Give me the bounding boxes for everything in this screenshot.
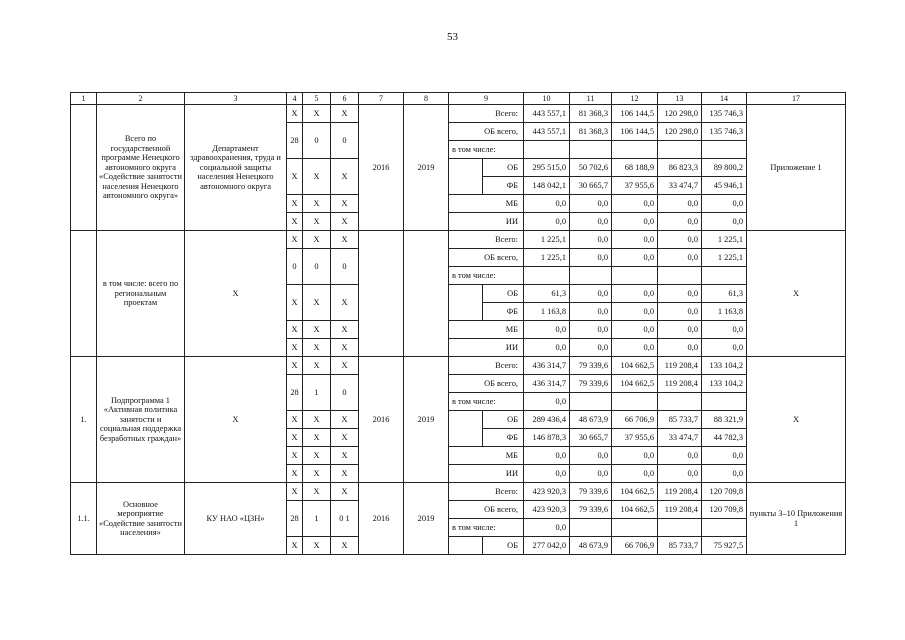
value-13: 119 208,4 [658, 501, 702, 519]
value-12: 106 144,5 [612, 105, 658, 123]
value-10 [524, 141, 570, 159]
source-label: МБ [449, 321, 524, 339]
end-year: 2019 [404, 357, 449, 483]
value-13: 0,0 [658, 231, 702, 249]
col-header-5: 5 [303, 93, 331, 105]
code-col-6: Х [331, 213, 359, 231]
value-12: 37 955,6 [612, 429, 658, 447]
value-13: 120 298,0 [658, 105, 702, 123]
value-10: 295 515,0 [524, 159, 570, 177]
code-col-6: 0 1 [331, 501, 359, 537]
value-14 [702, 519, 747, 537]
value-14: 44 782,3 [702, 429, 747, 447]
code-col-6: Х [331, 429, 359, 447]
code-col-4: Х [287, 195, 303, 213]
note: Приложение 1 [747, 105, 846, 231]
value-14: 1 225,1 [702, 231, 747, 249]
value-14: 135 746,3 [702, 105, 747, 123]
value-13: 119 208,4 [658, 483, 702, 501]
code-col-5: Х [303, 537, 331, 555]
value-10: 0,0 [524, 447, 570, 465]
value-12: 0,0 [612, 447, 658, 465]
value-14 [702, 267, 747, 285]
executor: Х [185, 357, 287, 483]
source-label: в том числе: [449, 393, 524, 411]
end-year [404, 231, 449, 357]
source-label: ИИ [449, 213, 524, 231]
value-10: 0,0 [524, 213, 570, 231]
value-11: 79 339,6 [570, 375, 612, 393]
executor: КУ НАО «ЦЗН» [185, 483, 287, 555]
value-11: 48 673,9 [570, 537, 612, 555]
note: Х [747, 357, 846, 483]
source-label: ИИ [449, 339, 524, 357]
value-12: 37 955,6 [612, 177, 658, 195]
code-col-5: Х [303, 213, 331, 231]
code-col-4: 28 [287, 375, 303, 411]
value-14: 89 800,2 [702, 159, 747, 177]
value-12: 0,0 [612, 465, 658, 483]
value-14: 0,0 [702, 447, 747, 465]
start-year: 2016 [359, 105, 404, 231]
value-13 [658, 141, 702, 159]
value-10: 0,0 [524, 465, 570, 483]
value-11: 0,0 [570, 321, 612, 339]
value-14: 0,0 [702, 213, 747, 231]
source-label: ФБ [483, 303, 524, 321]
code-col-5: Х [303, 483, 331, 501]
note: пункты 3–10 Приложения 1 [747, 483, 846, 555]
page-number: 53 [447, 31, 458, 43]
col-header-8: 8 [404, 93, 449, 105]
value-12: 104 662,5 [612, 501, 658, 519]
value-13: 85 733,7 [658, 411, 702, 429]
source-label: МБ [449, 195, 524, 213]
col-header-13: 13 [658, 93, 702, 105]
value-14: 0,0 [702, 321, 747, 339]
table-row [71, 483, 846, 501]
source-label: ОБ [483, 411, 524, 429]
value-13: 0,0 [658, 465, 702, 483]
source-label: ОБ [483, 537, 524, 555]
value-11 [570, 519, 612, 537]
code-col-4: Х [287, 429, 303, 447]
value-10: 423 920,3 [524, 501, 570, 519]
value-11: 50 702,6 [570, 159, 612, 177]
value-14: 135 746,3 [702, 123, 747, 141]
source-label: ОБ всего, [449, 375, 524, 393]
col-header-14: 14 [702, 93, 747, 105]
value-10: 1 225,1 [524, 231, 570, 249]
code-col-4: Х [287, 321, 303, 339]
value-13: 120 298,0 [658, 123, 702, 141]
indent-cell [449, 411, 483, 447]
value-12: 0,0 [612, 195, 658, 213]
row-code: 1.1. [71, 483, 97, 555]
value-13: 33 474,7 [658, 429, 702, 447]
source-label: ОБ всего, [449, 501, 524, 519]
col-header-3: 3 [185, 93, 287, 105]
value-12: 68 188,9 [612, 159, 658, 177]
value-11: 30 665,7 [570, 177, 612, 195]
program-name: Подпрограмма 1 «Активная политика занятости и социальная поддержка безработных граждан» [97, 357, 185, 483]
value-12: 0,0 [612, 339, 658, 357]
source-label: ОБ [483, 285, 524, 303]
source-label: Всего: [449, 483, 524, 501]
value-12: 0,0 [612, 303, 658, 321]
code-col-4: 28 [287, 501, 303, 537]
value-11: 30 665,7 [570, 429, 612, 447]
code-col-5: Х [303, 429, 331, 447]
value-10: 1 225,1 [524, 249, 570, 267]
table-row [71, 231, 846, 249]
value-12 [612, 141, 658, 159]
value-10: 0,0 [524, 321, 570, 339]
source-label: ФБ [483, 177, 524, 195]
code-col-4: Х [287, 411, 303, 429]
value-13: 0,0 [658, 321, 702, 339]
value-10: 289 436,4 [524, 411, 570, 429]
start-year: 2016 [359, 483, 404, 555]
table-row [71, 105, 846, 123]
row-code [71, 231, 97, 357]
code-col-6: Х [331, 285, 359, 321]
code-col-6: Х [331, 159, 359, 195]
value-12: 0,0 [612, 321, 658, 339]
table-row [71, 357, 846, 375]
value-10: 0,0 [524, 519, 570, 537]
value-13: 0,0 [658, 285, 702, 303]
value-12 [612, 519, 658, 537]
value-12 [612, 267, 658, 285]
code-col-4: Х [287, 159, 303, 195]
value-11: 0,0 [570, 465, 612, 483]
code-col-5: 0 [303, 249, 331, 285]
value-11: 79 339,6 [570, 483, 612, 501]
header-row [71, 93, 846, 105]
value-12: 106 144,5 [612, 123, 658, 141]
code-col-6: 0 [331, 123, 359, 159]
code-col-5: Х [303, 447, 331, 465]
end-year: 2019 [404, 105, 449, 231]
source-label: Всего: [449, 357, 524, 375]
indent-cell [449, 285, 483, 321]
value-12: 104 662,5 [612, 375, 658, 393]
value-11: 0,0 [570, 285, 612, 303]
source-label: в том числе: [449, 519, 524, 537]
source-label: Всего: [449, 231, 524, 249]
value-10: 146 878,3 [524, 429, 570, 447]
executor: Х [185, 231, 287, 357]
value-11 [570, 141, 612, 159]
code-col-4: Х [287, 537, 303, 555]
value-12: 104 662,5 [612, 483, 658, 501]
code-col-6: Х [331, 447, 359, 465]
value-12: 0,0 [612, 213, 658, 231]
value-11: 0,0 [570, 303, 612, 321]
code-col-5: Х [303, 411, 331, 429]
code-col-5: Х [303, 195, 331, 213]
program-name: Всего по государственной программе Ненецкого автономного округа «Содействие занятости населения Ненецкого автономного округа» [97, 105, 185, 231]
value-11: 0,0 [570, 195, 612, 213]
value-11: 79 339,6 [570, 357, 612, 375]
source-label: в том числе: [449, 141, 524, 159]
program-name: Основное мероприятие «Содействие занятости населения» [97, 483, 185, 555]
value-13: 0,0 [658, 213, 702, 231]
source-label: ФБ [483, 429, 524, 447]
value-11 [570, 267, 612, 285]
budget-table [70, 92, 846, 555]
value-10: 0,0 [524, 339, 570, 357]
value-10: 0,0 [524, 393, 570, 411]
code-col-6: Х [331, 321, 359, 339]
value-13: 0,0 [658, 303, 702, 321]
value-10: 148 042,1 [524, 177, 570, 195]
value-14: 0,0 [702, 195, 747, 213]
col-header-1: 1 [71, 93, 97, 105]
col-header-10: 10 [524, 93, 570, 105]
col-header-12: 12 [612, 93, 658, 105]
code-col-4: Х [287, 447, 303, 465]
value-11: 0,0 [570, 213, 612, 231]
value-13: 33 474,7 [658, 177, 702, 195]
code-col-5: 1 [303, 501, 331, 537]
code-col-5: 1 [303, 375, 331, 411]
value-11: 81 368,3 [570, 123, 612, 141]
value-10: 0,0 [524, 195, 570, 213]
code-col-5: Х [303, 285, 331, 321]
code-col-4: Х [287, 105, 303, 123]
code-col-6: 0 [331, 249, 359, 285]
code-col-4: 28 [287, 123, 303, 159]
code-col-5: Х [303, 231, 331, 249]
code-col-6: Х [331, 357, 359, 375]
end-year: 2019 [404, 483, 449, 555]
value-12: 0,0 [612, 231, 658, 249]
value-11: 81 368,3 [570, 105, 612, 123]
value-13: 119 208,4 [658, 375, 702, 393]
value-10: 277 042,0 [524, 537, 570, 555]
note: Х [747, 231, 846, 357]
source-label: ОБ всего, [449, 249, 524, 267]
value-12: 0,0 [612, 285, 658, 303]
value-12: 66 706,9 [612, 537, 658, 555]
value-12: 0,0 [612, 249, 658, 267]
value-10: 443 557,1 [524, 105, 570, 123]
code-col-6: Х [331, 195, 359, 213]
code-col-6: Х [331, 483, 359, 501]
col-header-6: 6 [331, 93, 359, 105]
value-14: 61,3 [702, 285, 747, 303]
code-col-6: 0 [331, 375, 359, 411]
source-label: в том числе: [449, 267, 524, 285]
code-col-6: Х [331, 537, 359, 555]
value-10: 1 163,8 [524, 303, 570, 321]
code-col-5: Х [303, 339, 331, 357]
value-11: 0,0 [570, 339, 612, 357]
value-12 [612, 393, 658, 411]
col-header-7: 7 [359, 93, 404, 105]
start-year [359, 231, 404, 357]
value-13 [658, 393, 702, 411]
value-10 [524, 267, 570, 285]
value-11 [570, 393, 612, 411]
value-10: 61,3 [524, 285, 570, 303]
value-12: 104 662,5 [612, 357, 658, 375]
value-14: 88 321,9 [702, 411, 747, 429]
source-label: ОБ [483, 159, 524, 177]
col-header-11: 11 [570, 93, 612, 105]
value-14: 0,0 [702, 465, 747, 483]
value-13: 0,0 [658, 195, 702, 213]
value-14: 133 104,2 [702, 375, 747, 393]
value-13 [658, 267, 702, 285]
source-label: МБ [449, 447, 524, 465]
code-col-6: Х [331, 105, 359, 123]
code-col-6: Х [331, 231, 359, 249]
program-name: в том числе: всего по региональным проектам [97, 231, 185, 357]
code-col-6: Х [331, 411, 359, 429]
executor: Департамент здравоохранения, труда и социальной защиты населения Ненецкого автономного округа [185, 105, 287, 231]
indent-cell [449, 537, 483, 555]
value-10: 423 920,3 [524, 483, 570, 501]
indent-cell [449, 159, 483, 195]
value-13: 0,0 [658, 447, 702, 465]
value-14 [702, 141, 747, 159]
col-header-17: 17 [747, 93, 846, 105]
source-label: ОБ всего, [449, 123, 524, 141]
value-13: 119 208,4 [658, 357, 702, 375]
value-14: 133 104,2 [702, 357, 747, 375]
value-14: 1 163,8 [702, 303, 747, 321]
value-14: 0,0 [702, 339, 747, 357]
code-col-5: Х [303, 321, 331, 339]
value-13: 85 733,7 [658, 537, 702, 555]
value-14: 75 927,5 [702, 537, 747, 555]
code-col-4: Х [287, 213, 303, 231]
row-code [71, 105, 97, 231]
code-col-5: Х [303, 105, 331, 123]
col-header-2: 2 [97, 93, 185, 105]
value-11: 0,0 [570, 231, 612, 249]
row-code: 1. [71, 357, 97, 483]
value-11: 48 673,9 [570, 411, 612, 429]
code-col-4: Х [287, 483, 303, 501]
value-10: 436 314,7 [524, 375, 570, 393]
code-col-4: Х [287, 231, 303, 249]
value-11: 0,0 [570, 447, 612, 465]
value-14: 45 946,1 [702, 177, 747, 195]
value-10: 436 314,7 [524, 357, 570, 375]
code-col-5: 0 [303, 123, 331, 159]
source-label: ИИ [449, 465, 524, 483]
code-col-4: Х [287, 357, 303, 375]
code-col-5: Х [303, 465, 331, 483]
value-14 [702, 393, 747, 411]
value-14: 1 225,1 [702, 249, 747, 267]
value-13: 0,0 [658, 339, 702, 357]
value-10: 443 557,1 [524, 123, 570, 141]
value-13 [658, 519, 702, 537]
col-header-4: 4 [287, 93, 303, 105]
value-11: 0,0 [570, 249, 612, 267]
value-11: 79 339,6 [570, 501, 612, 519]
code-col-5: Х [303, 357, 331, 375]
value-13: 86 823,3 [658, 159, 702, 177]
col-header-9: 9 [449, 93, 524, 105]
value-14: 120 709,8 [702, 501, 747, 519]
code-col-4: Х [287, 285, 303, 321]
code-col-6: Х [331, 465, 359, 483]
code-col-5: Х [303, 159, 331, 195]
code-col-6: Х [331, 339, 359, 357]
source-label: Всего: [449, 105, 524, 123]
value-12: 66 706,9 [612, 411, 658, 429]
code-col-4: Х [287, 339, 303, 357]
value-14: 120 709,8 [702, 483, 747, 501]
value-13: 0,0 [658, 249, 702, 267]
code-col-4: Х [287, 465, 303, 483]
code-col-4: 0 [287, 249, 303, 285]
start-year: 2016 [359, 357, 404, 483]
